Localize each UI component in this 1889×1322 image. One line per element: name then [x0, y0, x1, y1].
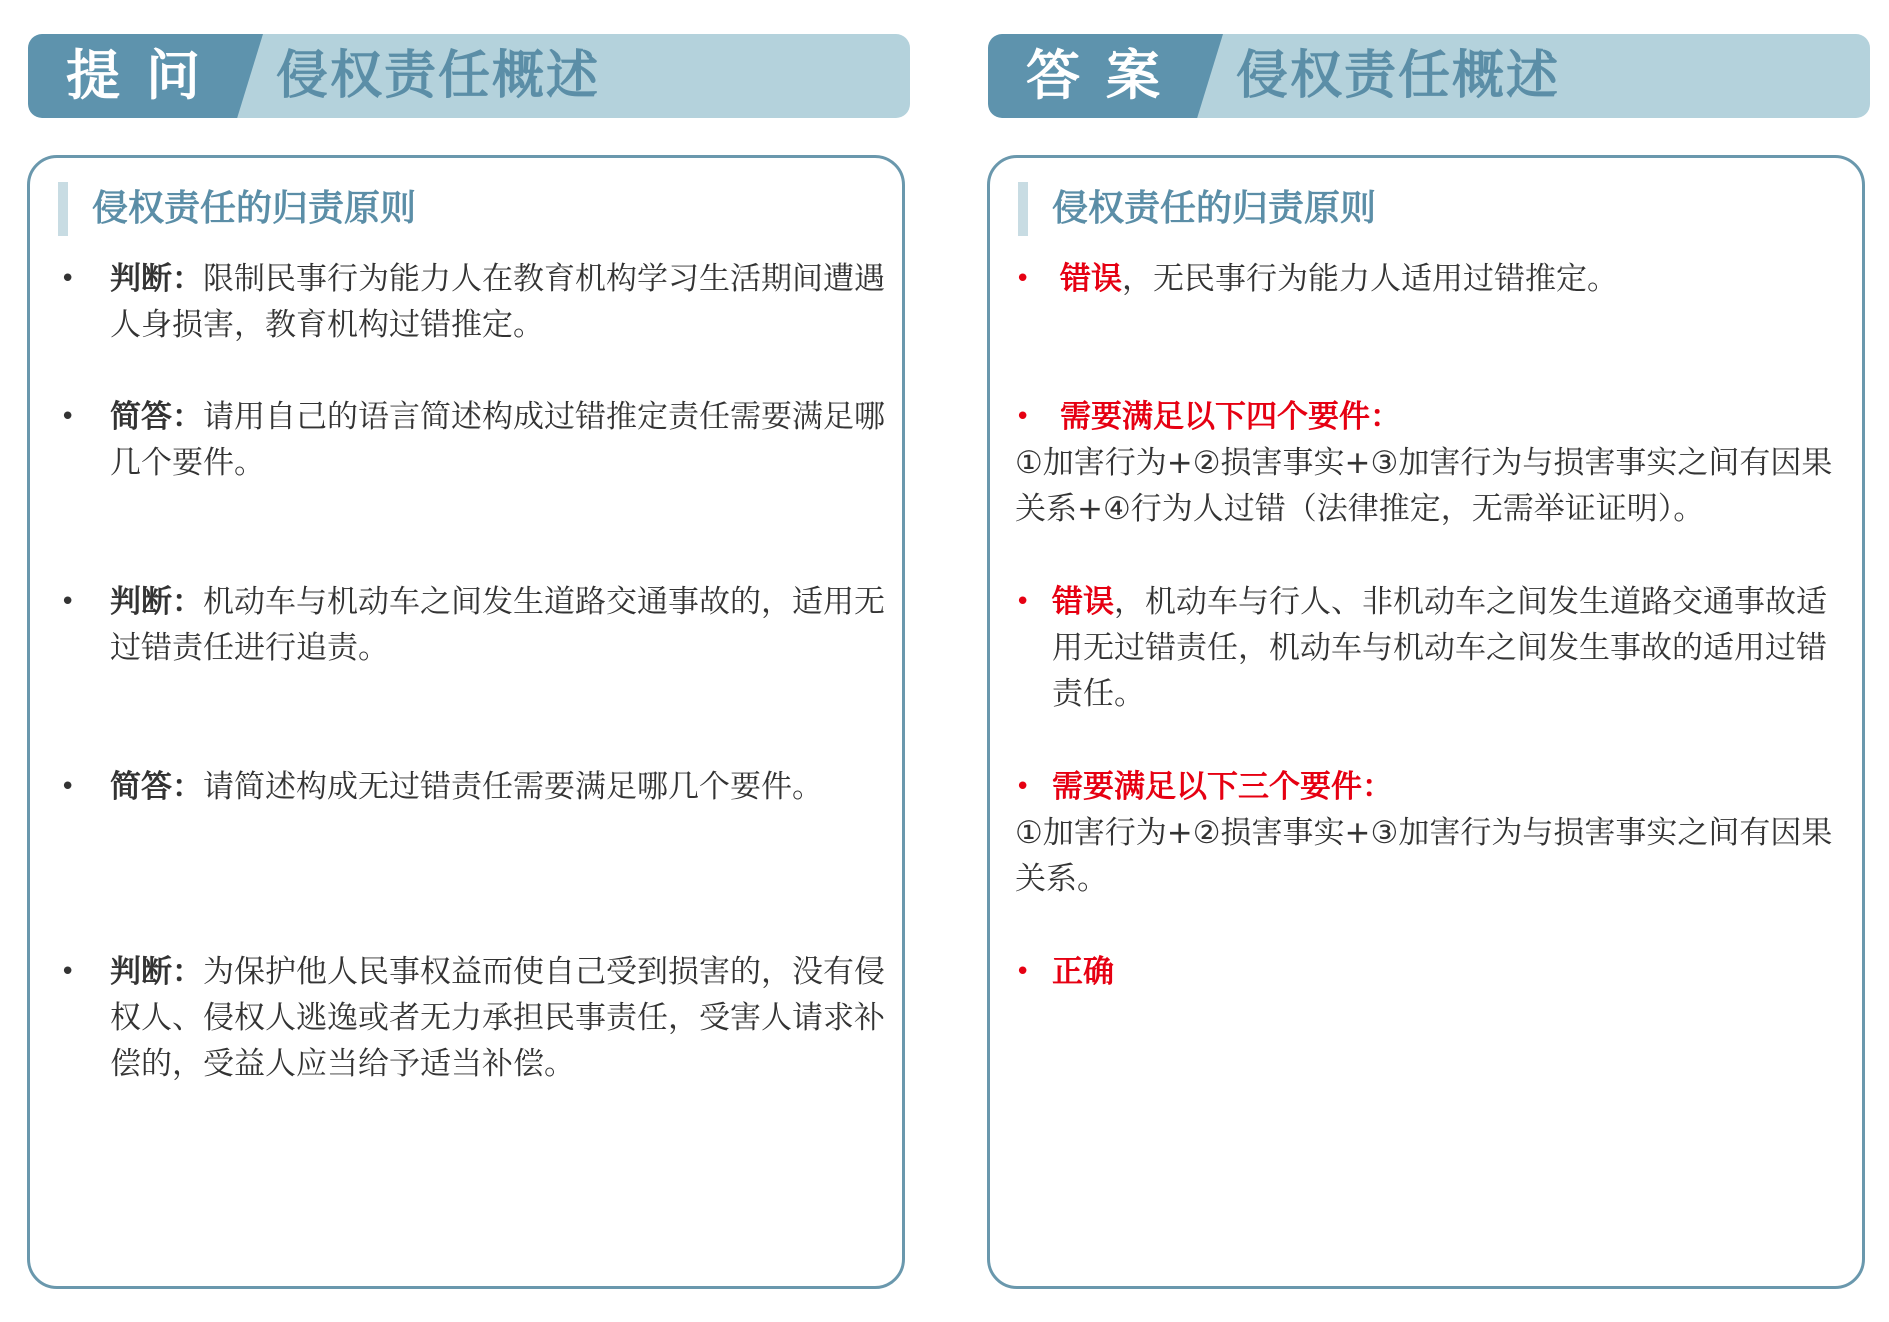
answer-header [988, 34, 1870, 118]
question-item-label: 简答： [110, 769, 203, 805]
question-card [27, 155, 905, 1289]
bullet-icon: • [1015, 264, 1031, 294]
question-title: 侵权责任概述 [276, 46, 601, 106]
answer-item-label: 正确 [1052, 954, 1114, 990]
answer-section-title: 侵权责任的归责原则 [1018, 182, 1376, 236]
bullet-icon: • [60, 957, 76, 987]
question-item-5 [110, 949, 910, 1087]
question-item-text: 为保护他人民事权益而使自己受到损害的，没有侵权人、侵权人逃逸或者无力承担民事责任，受害人请求补偿的，受益人应当给予适当补偿。 [110, 954, 885, 1082]
question-item-label: 判断： [110, 261, 203, 297]
question-section-title: 侵权责任的归责原则 [58, 182, 416, 236]
bullet-icon: • [60, 402, 76, 432]
question-header [28, 34, 910, 118]
answer-item-label: 错误 [1052, 584, 1114, 620]
answer-item-label: 错误 [1060, 261, 1122, 297]
answer-item-text: ，无民事行为能力人适用过错推定。 [1122, 261, 1618, 297]
question-item-text: 请用自己的语言简述构成过错推定责任需要满足哪几个要件。 [110, 399, 885, 481]
question-item-3 [110, 579, 910, 671]
answer-panel [960, 0, 1860, 1322]
bullet-icon: • [1015, 772, 1031, 802]
bullet-icon: • [60, 587, 76, 617]
answer-item-2-label [1060, 394, 1840, 440]
question-panel [0, 0, 900, 1322]
question-item-label: 简答： [110, 399, 203, 435]
answer-item-text: ，机动车与行人、非机动车之间发生道路交通事故适用无过错责任，机动车与机动车之间发生事故的适用过错责任。 [1052, 584, 1827, 712]
answer-title: 侵权责任概述 [1236, 46, 1561, 106]
bullet-icon: • [60, 772, 76, 802]
answer-item-4-text: ①加害行为+②损害事实+③加害行为与损害事实之间有因果关系。 [1015, 815, 1833, 897]
answer-item-1 [1060, 256, 1860, 302]
question-item-label: 判断： [110, 584, 203, 620]
bullet-icon: • [1015, 402, 1031, 432]
answer-card [987, 155, 1865, 1289]
bullet-icon: • [60, 264, 76, 294]
answer-tag: 答案 [1026, 44, 1186, 107]
answer-item-5 [1052, 949, 1832, 995]
bullet-icon: • [1015, 587, 1031, 617]
question-item-1 [110, 256, 910, 348]
bullet-icon: • [1015, 957, 1031, 987]
answer-item-2-text: ①加害行为+②损害事实+③加害行为与损害事实之间有因果关系+④行为人过错（法律推定，无需举证证明）。 [1015, 445, 1833, 527]
question-item-2 [110, 394, 910, 486]
answer-item-label: 需要满足以下四个要件： [1060, 399, 1401, 435]
answer-item-label: 需要满足以下三个要件： [1052, 769, 1393, 805]
question-item-text: 机动车与机动车之间发生道路交通事故的，适用无过错责任进行追责。 [110, 584, 885, 666]
question-item-text: 请简述构成无过错责任需要满足哪几个要件。 [203, 769, 823, 805]
answer-item-4-label [1052, 764, 1832, 810]
question-tag: 提问 [66, 44, 226, 107]
question-item-text: 限制民事行为能力人在教育机构学习生活期间遭遇人身损害，教育机构过错推定。 [110, 261, 885, 343]
question-item-4 [110, 764, 910, 810]
question-item-label: 判断： [110, 954, 203, 990]
answer-item-3 [1052, 579, 1852, 717]
